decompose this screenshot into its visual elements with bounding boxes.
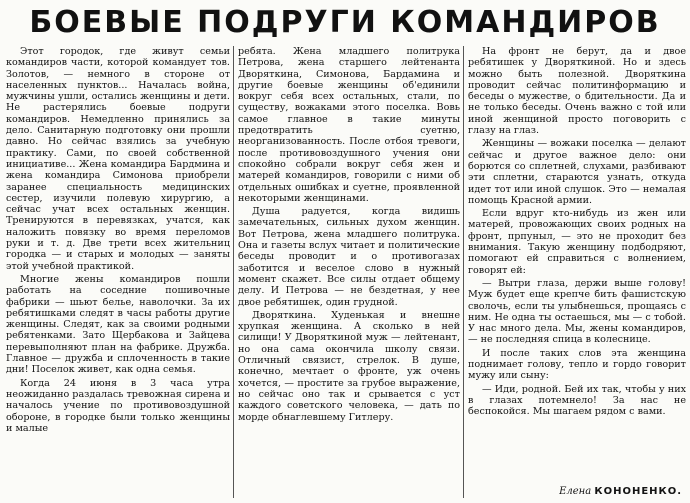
author-signature [559,486,682,497]
paragraph: ребята. Жена младшего политрука Петрова, жена старшего лейтенанта Дворяткина, Симонова, Бардамина и другие боевые женщины об'единили вокруг себя всех остальных, стали, по существу, вожаками этого поселка. Вовь самое главное в такие минуты предотвратить суетню, неорганизованность. После отбоя тревоги, после противовоздушного учения они спокойно собрали вокруг себя жен и матерей командиров, говорили с ними об отдельных ошибках и суетне, проявленной некоторыми женщинами. [238,46,460,204]
paragraph: Душа радуется, когда видишь замечательных, сильных духом женщин. Вот Петрова, жена младшего политрука. Она и газеты вслух читает и политические беседы проводит и о противогазах заботится и веселое слово в нужный момент скажет. Все силы отдает общему делу. И Петрова — не бездетная, у нее двое ребятишек, один грудной. [238,206,460,308]
paragraph: — Вытри глаза, держи выше голову! Муж будет еще крепче бить фашистскую сволочь, если ты улыбнешься, прощаясь с ним. Не одна ты остаешься, мы — с тобой. У нас много дела. Мы, жены командиров, — не последняя спица в колеснице. [468,277,686,346]
paragraph: На фронт не берут, да и двое ребятишек у Дворяткиной. Но и здесь можно быть полезной. Дворяткина проводит сейчас политинформацию и беседы о мужестве, о бдительности. Да и не только беседы. Очень важно с той или иной женщиной просто поговорить с глазу на глаз. [468,46,686,137]
paragraph: Многие жены командиров пошли работать на соседние пошивочные фабрики — шьют белье, наволочки. За их ребятишками следят в часы работы другие женщины. Следят, как за своими родными ребятенками. Зато Щербакова и Зайцева перевыполняют план на фабрике. Дружба. Главное — дружба и сплоченность в такие дни! Поселок живет, как одна семья. [6,273,230,376]
author-surname: КОНОНЕНКО. [594,486,682,497]
paragraph: — Иди, родной. Бей их так, чтобы у них в глазах потемнело! За нас не беспокойся. Мы шагаем рядом с вами. [468,383,686,418]
article-column-2 [238,46,460,423]
paragraph: Этот городок, где живут семьи командиров части, которой командует тов. Золотов, — немного в стороне от населенных пунктов... Началась война, мужчины ушли, остались женщины и дети. Не растерялись боевые подруги командиров. Немедленно принялись за дело. Санитарную подготовку они прошли давно. Но сейчас взялись за учебную практику. Сами, по своей собственной инициативе... Жена командира Бардмина и жена командира Симонова приобрели заранее специальность медицинских сестер, изучили полевую хирургию, а сейчас учат всех остальных женщин. Тренируются в перевязках, учатся, как наложить повязку во время переломов руки и т. д. Две трети всех жительниц городка — и старых и молодых — заняты этой учебной практикой. [6,46,230,272]
article-column-3 [468,46,686,418]
paragraph: И после таких слов эта женщина поднимает голову, тепло и гордо говорит мужу или сыну: [468,347,686,382]
author-first-name: Елена [559,486,592,497]
paragraph: Когда 24 июня в 3 часа утра неожиданно раздалась тревожная сирена и началось учение по противовоздушной обороне, в городке были только женщины и малые [6,377,230,434]
column-divider [463,46,464,498]
paragraph: Дворяткина. Худенькая и внешне хрупкая женщина. А сколько в ней силищи! У Дворяткиной муж — лейтенант, но она сама окончила школу связи. Отличный связист, стрелок. В душе, конечно, мечтает о фронте, уж очень хочется, — простите за грубое выражение, но сейчас оно так и срывается с уст каждого советского человека, — дать по морде обнаглевшему Гитлеру. [238,309,460,423]
column-divider [233,46,234,498]
paragraph: Женщины — вожаки поселка — делают сейчас и другое важное дело: они борются со сплетней, слухами, разбивают эти сплетни, стараются узнать, откуда идет тот или иной слушок. Это — немалая помощь Красной армии. [468,138,686,206]
article-headline: БОЕВЫЕ ПОДРУГИ КОМАНДИРОВ [29,5,661,40]
article-column-1 [6,46,230,434]
paragraph: Если вдруг кто-нибудь из жен или матерей, провожающих своих родных на фронт, прпуныл, — это не проходит без внимания. Такую женщину подбодряют, помогают ей справиться с волнением, говорят ей: [468,208,686,276]
